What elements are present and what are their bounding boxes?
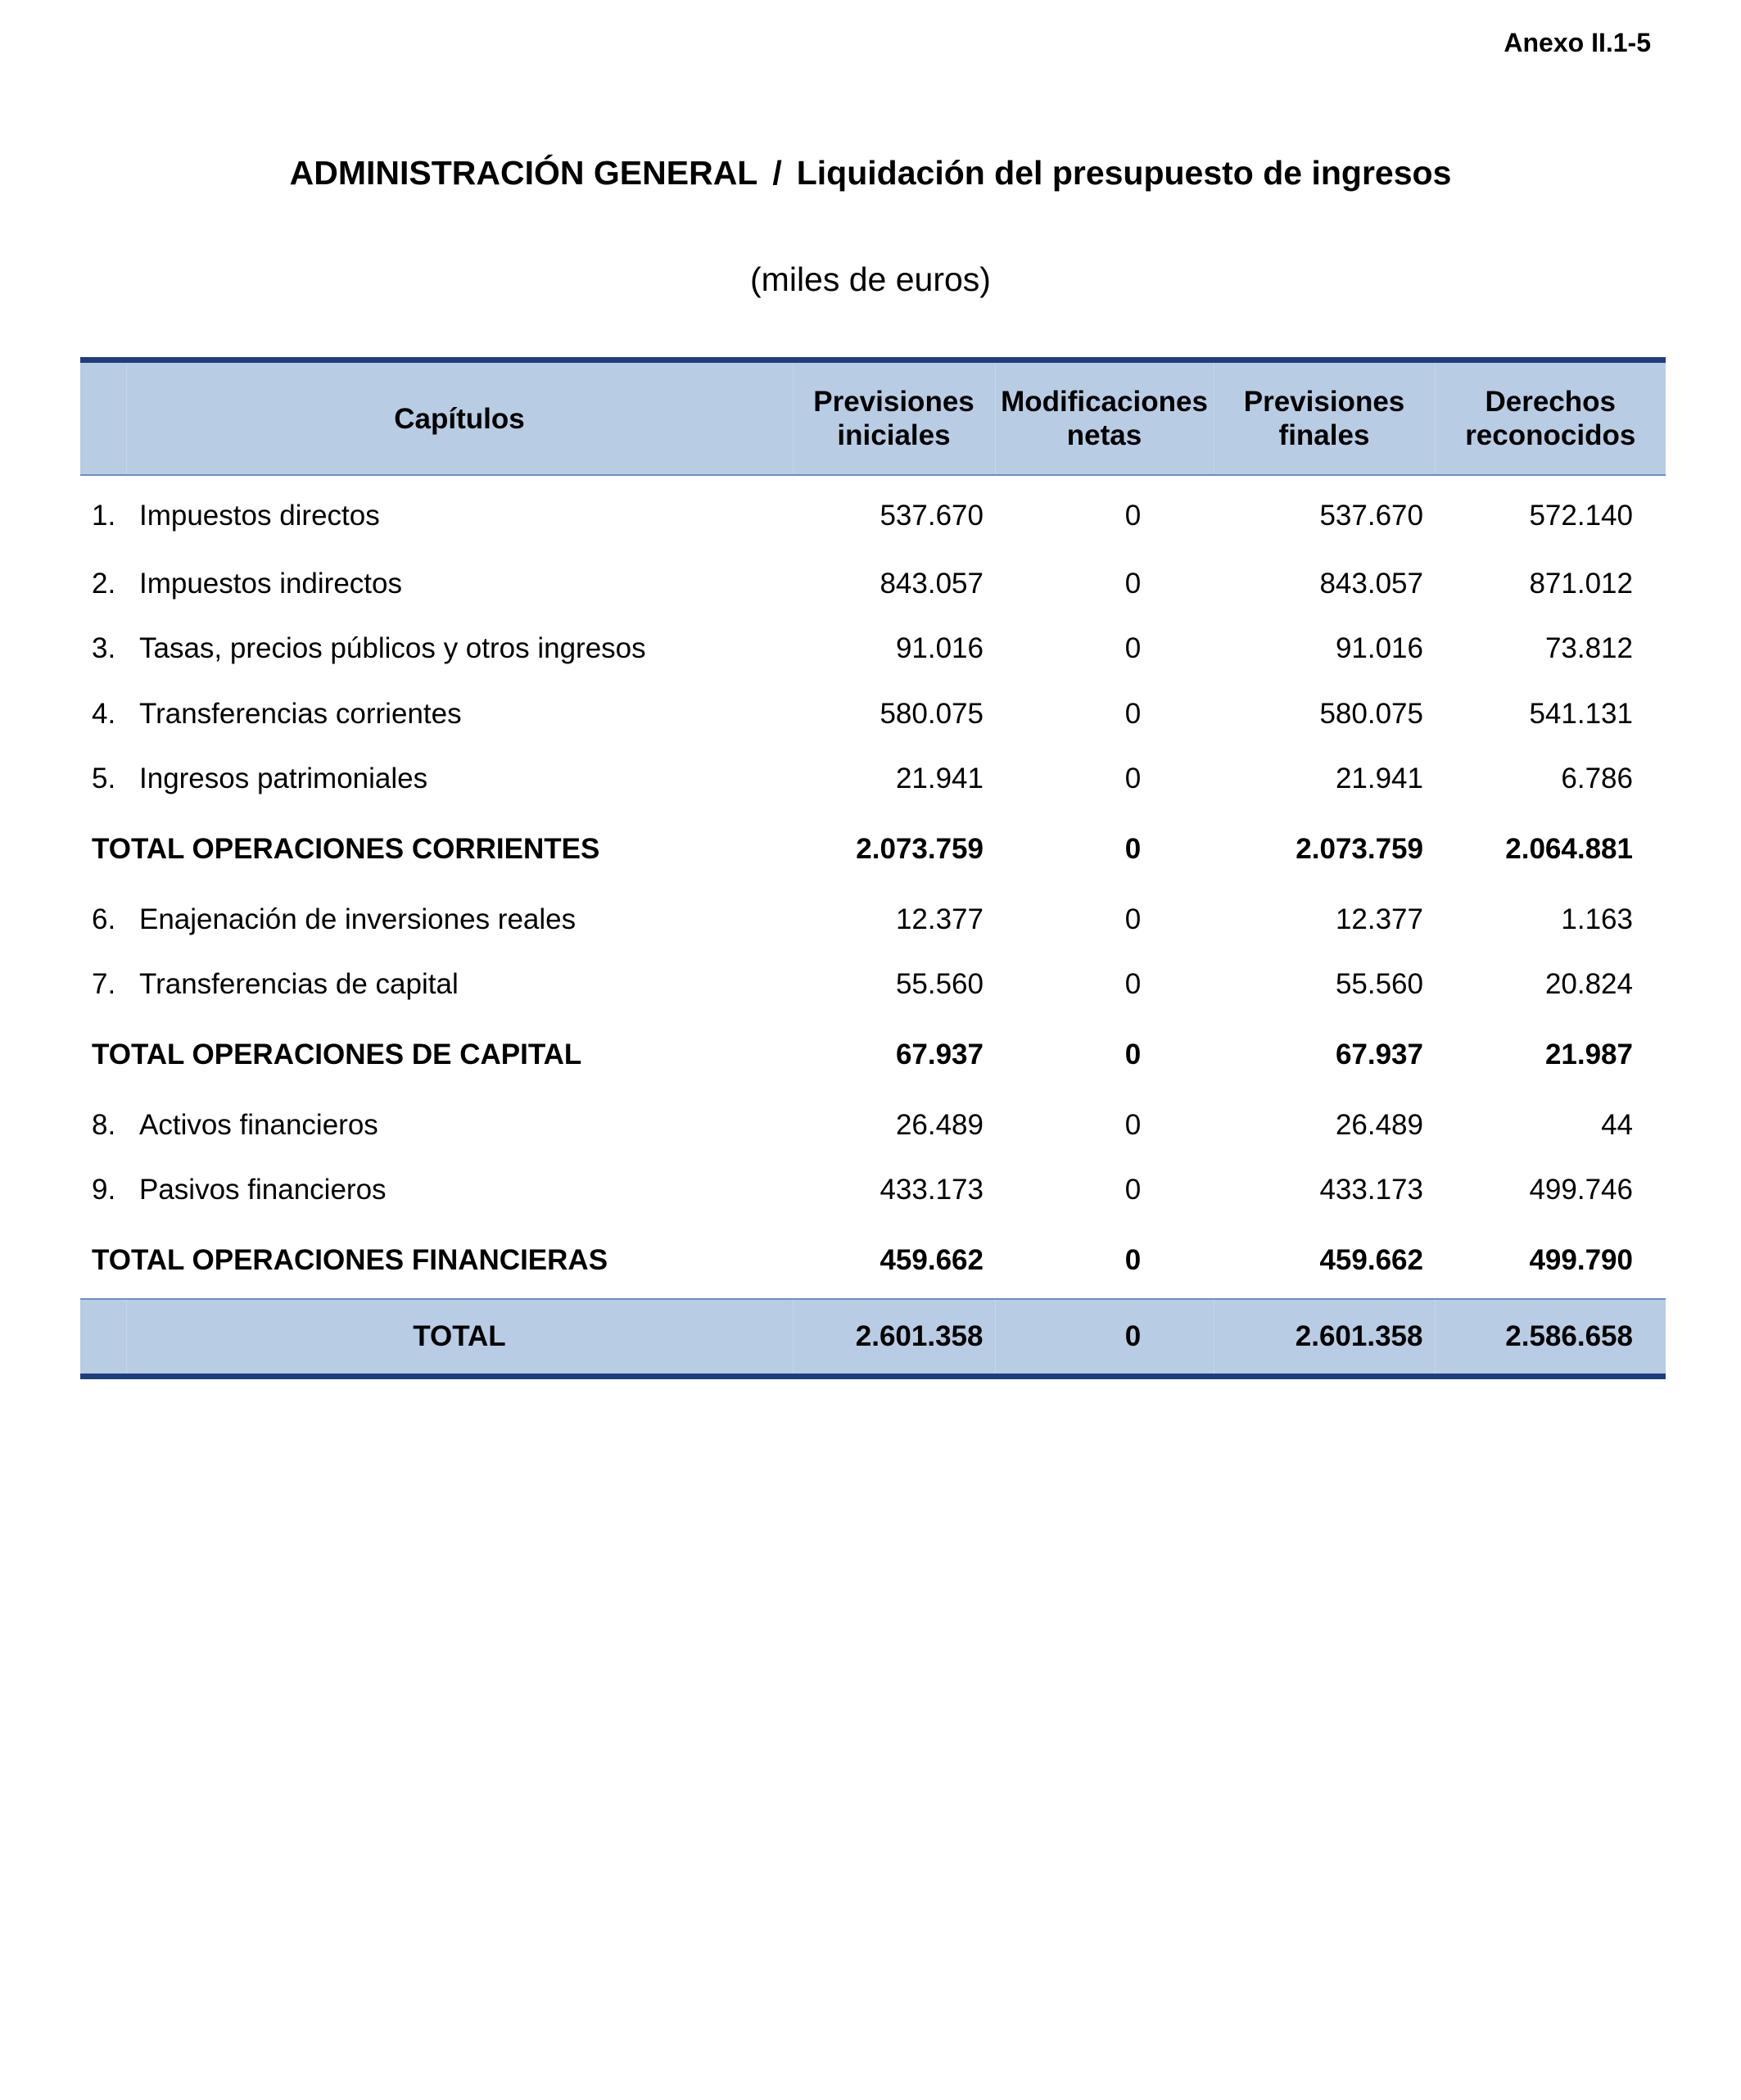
chapter-index: 5. (92, 763, 116, 795)
cell-previsiones-iniciales: 537.670 (880, 500, 984, 532)
cell-previsiones-finales: 2.073.759 (1296, 833, 1423, 865)
cell-modificaciones: 0 (1124, 1039, 1142, 1070)
cell-modificaciones: 0 (1124, 697, 1142, 730)
cell-derechos: 541.131 (1529, 697, 1633, 730)
cell-derechos: 871.012 (1529, 567, 1633, 600)
grand-total-row (80, 1299, 1666, 1377)
cell-derechos: 2.064.881 (1505, 833, 1633, 865)
cell-previsiones-finales: 433.173 (1319, 1174, 1423, 1206)
cell-previsiones-finales: 26.489 (1335, 1108, 1423, 1141)
header-capitulos: Capítulos (126, 360, 793, 476)
cell-derechos: 73.812 (1544, 632, 1633, 665)
chapter-label: Pasivos financieros (139, 1174, 387, 1206)
chapter-label: Transferencias corrientes (139, 697, 462, 730)
table-row (80, 1093, 1666, 1158)
total-label: TOTAL (126, 1299, 793, 1377)
cell-previsiones-iniciales: 459.662 (880, 1244, 984, 1276)
header-line: reconocidos (1465, 419, 1636, 451)
header-derechos-reconocidos (1435, 360, 1666, 476)
cell-previsiones-finales: 459.662 (1319, 1244, 1423, 1276)
total-previsiones-iniciales: 2.601.358 (793, 1299, 995, 1377)
annex-label: Anexo II.1-5 (1504, 28, 1651, 57)
header-line: Previsiones (1243, 386, 1405, 418)
cell-previsiones-finales: 91.016 (1335, 632, 1423, 665)
cell-previsiones-iniciales: 433.173 (880, 1174, 984, 1206)
cell-derechos: 44 (1601, 1108, 1633, 1141)
cell-modificaciones: 0 (1124, 632, 1142, 665)
cell-previsiones-finales: 12.377 (1335, 903, 1423, 935)
cell-derechos: 20.824 (1544, 968, 1633, 1001)
cell-derechos: 572.140 (1529, 500, 1633, 532)
header-line: netas (1066, 419, 1142, 451)
cell-previsiones-iniciales: 55.560 (895, 968, 984, 1001)
cell-modificaciones: 0 (1124, 763, 1142, 795)
table-row (80, 1158, 1666, 1224)
chapter-index: 7. (92, 968, 116, 1001)
cell-modificaciones: 0 (1124, 1174, 1142, 1206)
cell-previsiones-finales: 55.560 (1335, 968, 1423, 1001)
chapter-label: Impuestos indirectos (139, 567, 402, 600)
header-spacer (80, 360, 126, 476)
cell-modificaciones: 0 (1124, 1244, 1142, 1276)
header-modificaciones-netas (995, 360, 1214, 476)
header-line: finales (1278, 419, 1370, 451)
cell-previsiones-iniciales: 580.075 (880, 697, 984, 730)
header-line: Previsiones (813, 386, 975, 418)
chapter-label: Activos financieros (139, 1108, 378, 1141)
cell-previsiones-iniciales: 12.377 (895, 903, 984, 935)
cell-modificaciones: 0 (1124, 903, 1142, 935)
budget-table (80, 357, 1666, 1379)
cell-previsiones-iniciales: 843.057 (880, 567, 984, 600)
table-row (80, 475, 1666, 551)
header-previsiones-finales (1214, 360, 1435, 476)
cell-derechos: 499.746 (1529, 1174, 1633, 1206)
total-spacer (80, 1299, 126, 1377)
cell-derechos: 6.786 (1561, 763, 1633, 795)
chapter-index: 9. (92, 1174, 116, 1206)
units-subtitle: (miles de euros) (750, 260, 991, 298)
subtotal-row (80, 1223, 1666, 1299)
cell-previsiones-iniciales: 67.937 (895, 1039, 984, 1070)
total-previsiones-finales: 2.601.358 (1214, 1299, 1435, 1377)
header-line: Modificaciones (1001, 386, 1208, 418)
table-header-row (80, 360, 1666, 476)
cell-previsiones-finales: 21.941 (1335, 763, 1423, 795)
header-previsiones-iniciales (793, 360, 995, 476)
cell-derechos: 499.790 (1529, 1244, 1633, 1276)
header-line: iniciales (837, 419, 951, 451)
table-row (80, 617, 1666, 682)
cell-derechos: 21.987 (1544, 1039, 1633, 1070)
title-subject: Liquidación del presupuesto de ingresos (796, 154, 1452, 192)
subtotal-label: TOTAL OPERACIONES FINANCIERAS (92, 1244, 608, 1276)
cell-derechos: 1.163 (1561, 903, 1633, 935)
cell-modificaciones: 0 (1124, 567, 1142, 600)
chapter-label: Tasas, precios públicos y otros ingresos (139, 632, 646, 665)
chapter-index: 1. (92, 500, 116, 532)
table-row (80, 551, 1666, 617)
cell-previsiones-iniciales: 91.016 (895, 632, 984, 665)
cell-previsiones-finales: 843.057 (1319, 567, 1423, 600)
chapter-label: Transferencias de capital (139, 968, 459, 1001)
chapter-index: 2. (92, 567, 116, 600)
cell-previsiones-iniciales: 21.941 (895, 763, 984, 795)
chapter-label: Impuestos directos (139, 500, 380, 532)
page-title (0, 154, 1741, 192)
cell-modificaciones: 0 (1124, 1108, 1142, 1141)
total-derechos: 2.586.658 (1435, 1299, 1666, 1377)
chapter-index: 3. (92, 632, 116, 665)
table-row (80, 681, 1666, 747)
chapter-label: Ingresos patrimoniales (139, 763, 428, 795)
cell-previsiones-iniciales: 2.073.759 (856, 833, 984, 865)
chapter-index: 4. (92, 697, 116, 730)
table-row (80, 747, 1666, 812)
subtotal-label: TOTAL OPERACIONES DE CAPITAL (92, 1039, 582, 1070)
header-line: Derechos (1485, 386, 1617, 418)
chapter-index: 6. (92, 903, 116, 935)
cell-previsiones-finales: 537.670 (1319, 500, 1423, 532)
subtotal-row (80, 1017, 1666, 1093)
chapter-index: 8. (92, 1108, 116, 1141)
total-modificaciones: 0 (995, 1299, 1214, 1377)
cell-previsiones-finales: 580.075 (1319, 697, 1423, 730)
cell-modificaciones: 0 (1124, 833, 1142, 865)
cell-modificaciones: 0 (1124, 500, 1142, 532)
table-row (80, 953, 1666, 1018)
cell-previsiones-finales: 67.937 (1335, 1039, 1423, 1070)
chapter-label: Enajenación de inversiones reales (139, 903, 577, 935)
table-row (80, 887, 1666, 953)
subtotal-label: TOTAL OPERACIONES CORRIENTES (92, 833, 600, 865)
cell-modificaciones: 0 (1124, 968, 1142, 1001)
title-entity: ADMINISTRACIÓN GENERAL (289, 154, 758, 192)
subtotal-row (80, 812, 1666, 887)
cell-previsiones-iniciales: 26.489 (895, 1108, 984, 1141)
title-separator: / (772, 154, 782, 192)
